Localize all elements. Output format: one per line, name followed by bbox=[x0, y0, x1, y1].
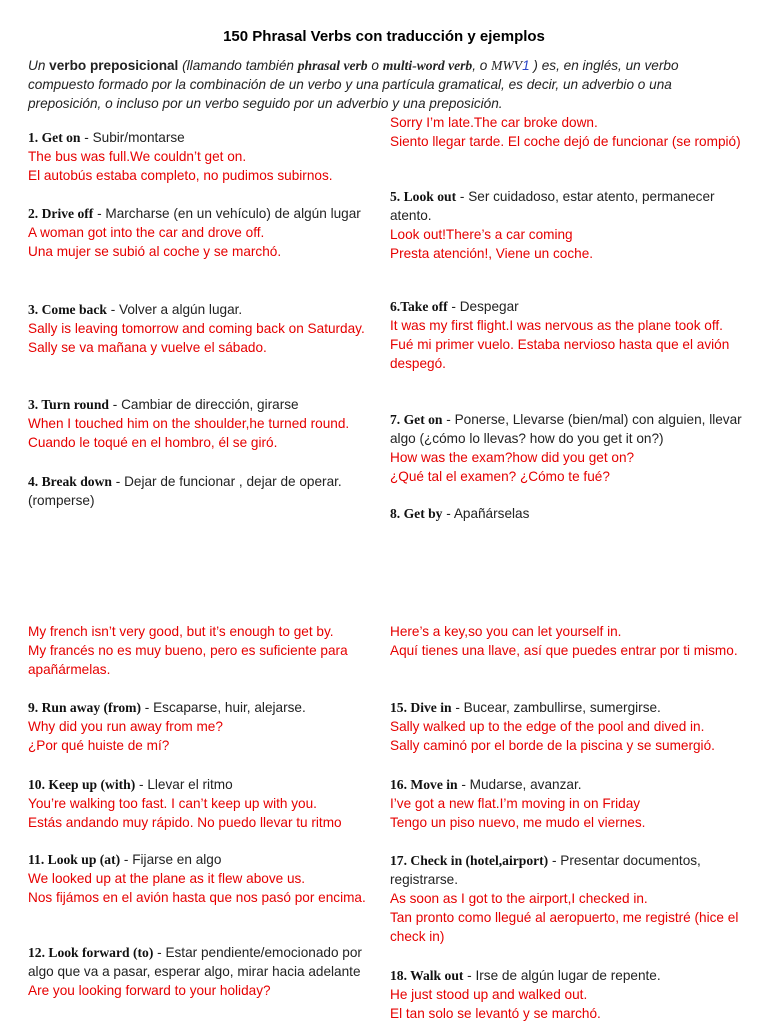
example-en: It was my first flight.I was nervous as the plane took off. bbox=[390, 318, 723, 333]
example-es: Estás andando muy rápido. No puedo llevar tu ritmo bbox=[28, 815, 342, 830]
example-en: Here’s a key,so you can let yourself in. bbox=[390, 624, 622, 639]
example-es: El tan solo se levantó y se marchó. bbox=[390, 1006, 601, 1021]
phrasal-verb: 16. Move in bbox=[390, 777, 458, 792]
footnote-link[interactable]: 1 bbox=[522, 58, 530, 73]
example-en: Sally is leaving tomorrow and coming back on Saturday. bbox=[28, 321, 365, 336]
example-es: Siento llegar tarde. El coche dejó de funcionar (se rompió) bbox=[390, 134, 741, 149]
list-item bbox=[390, 775, 744, 832]
list-item bbox=[390, 410, 744, 486]
example-en: When I touched him on the shoulder,he turned round. bbox=[28, 416, 350, 431]
example-es: El autobús estaba completo, no pudimos subirnos. bbox=[28, 168, 333, 183]
list-item bbox=[390, 966, 744, 1023]
definition: - Fijarse en algo bbox=[120, 852, 222, 867]
definition: - Volver a algún lugar. bbox=[106, 302, 243, 317]
phrasal-verb: 1. Get on bbox=[28, 130, 81, 145]
definition: - Cambiar de dirección, girarse bbox=[108, 397, 299, 412]
intro-text: , o bbox=[472, 58, 492, 73]
example-en: How was the exam?how did you get on? bbox=[390, 450, 635, 465]
intro-term: phrasal verb bbox=[297, 58, 368, 73]
intro-term: MWV bbox=[491, 58, 523, 73]
example-es: Presta atención!, Viene un coche. bbox=[390, 246, 594, 261]
definition: - Ponerse, Llevarse (bien/mal) con alguien, llevar algo (¿cómo lo llevas? how do you get it on?) bbox=[390, 412, 742, 446]
example-en: As soon as I got to the airport,I checked in. bbox=[390, 891, 648, 906]
phrasal-verb: 2. Drive off bbox=[28, 206, 94, 221]
definition: - Dejar de funcionar , dejar de operar. (romperse) bbox=[28, 474, 342, 508]
example-en: A woman got into the car and drove off. bbox=[28, 225, 265, 240]
phrasal-verb: 15. Dive in bbox=[390, 700, 452, 715]
page-title: 150 Phrasal Verbs con traducción y ejemplos bbox=[223, 28, 545, 45]
definition: - Llevar el ritmo bbox=[135, 777, 233, 792]
phrasal-verb: 11. Look up (at) bbox=[28, 852, 121, 867]
list-item bbox=[28, 698, 378, 755]
list-item bbox=[28, 395, 378, 452]
list-item bbox=[28, 622, 378, 679]
example-es: ¿Por qué huiste de mí? bbox=[28, 738, 170, 753]
example-es: Sally caminó por el borde de la piscina y se sumergió. bbox=[390, 738, 715, 753]
example-en: The bus was full.We couldn’t get on. bbox=[28, 149, 247, 164]
intro-paragraph bbox=[28, 56, 744, 113]
intro-text: o bbox=[367, 58, 383, 73]
example-en: He just stood up and walked out. bbox=[390, 987, 588, 1002]
list-item bbox=[28, 775, 378, 832]
example-es: Una mujer se subió al coche y se marchó. bbox=[28, 244, 282, 259]
example-en: Are you looking forward to your holiday? bbox=[28, 983, 271, 998]
example-es: My francés no es muy bueno, pero es suficiente para apañármelas. bbox=[28, 643, 348, 677]
list-item bbox=[390, 187, 744, 263]
example-en: Look out!There’s a car coming bbox=[390, 227, 573, 242]
phrasal-verb: 7. Get on bbox=[390, 412, 443, 427]
phrasal-verb: 4. Break down bbox=[28, 474, 112, 489]
intro-text: ) es, en inglés, un verbo compuesto formado por la combinación de un verbo y una partícula gramatical, es decir, un adverbio o una preposición, o incluso por un verbo seguido por un adverbio y una preposición. bbox=[28, 58, 679, 111]
definition: - Estar pendiente/emocionado por algo que va a pasar, esperar algo, mirar hacia adelante bbox=[28, 945, 362, 979]
list-item bbox=[28, 943, 378, 1000]
list-item bbox=[28, 300, 378, 357]
definition: - Ser cuidadoso, estar atento, permanecer atento. bbox=[390, 189, 715, 223]
list-item bbox=[28, 472, 378, 510]
example-es: Fué mi primer vuelo. Estaba nervioso hasta que el avión despegó. bbox=[390, 337, 730, 371]
intro-text: Un bbox=[28, 58, 50, 73]
list-item bbox=[28, 128, 378, 185]
example-es: Tengo un piso nuevo, me mudo el viernes. bbox=[390, 815, 646, 830]
example-es: Nos fijámos en el avión hasta que nos pasó por encima. bbox=[28, 890, 366, 905]
list-item bbox=[390, 504, 744, 523]
definition: - Apañárselas bbox=[442, 506, 530, 521]
definition: - Bucear, zambullirse, sumergirse. bbox=[451, 700, 661, 715]
list-item bbox=[390, 622, 744, 660]
definition: - Subir/montarse bbox=[80, 130, 185, 145]
example-es: Tan pronto como llegué al aeropuerto, me registré (hice el check in) bbox=[390, 910, 739, 944]
phrasal-verb: 6.Take off bbox=[390, 299, 448, 314]
definition: - Irse de algún lugar de repente. bbox=[463, 968, 661, 983]
list-item bbox=[28, 850, 378, 907]
intro-term: multi-word verb bbox=[382, 58, 473, 73]
example-en: Sally walked up to the edge of the pool and dived in. bbox=[390, 719, 705, 734]
example-en: I’ve got a new flat.I’m moving in on Friday bbox=[390, 796, 641, 811]
intro-text: (llamando también bbox=[178, 58, 298, 73]
definition: - Presentar documentos, registrarse. bbox=[390, 853, 701, 887]
phrasal-verb: 3. Turn round bbox=[28, 397, 109, 412]
phrasal-verb: 12. Look forward (to) bbox=[28, 945, 154, 960]
phrasal-verb: 17. Check in (hotel,airport) bbox=[390, 853, 549, 868]
list-item bbox=[390, 698, 744, 755]
example-es: Cuando le toqué en el hombro, él se giró. bbox=[28, 435, 278, 450]
example-es: Aquí tienes una llave, así que puedes entrar por ti mismo. bbox=[390, 643, 738, 658]
phrasal-verb: 10. Keep up (with) bbox=[28, 777, 136, 792]
list-item bbox=[390, 113, 744, 151]
example-es: Sally se va mañana y vuelve el sábado. bbox=[28, 340, 267, 355]
definition: - Mudarse, avanzar. bbox=[457, 777, 582, 792]
definition: - Marcharse (en un vehículo) de algún lugar bbox=[93, 206, 361, 221]
phrasal-verb: 3. Come back bbox=[28, 302, 107, 317]
example-en: We looked up at the plane as it flew above us. bbox=[28, 871, 306, 886]
example-en: You’re walking too fast. I can’t keep up with you. bbox=[28, 796, 317, 811]
phrasal-verb: 5. Look out bbox=[390, 189, 457, 204]
phrasal-verb: 8. Get by bbox=[390, 506, 443, 521]
example-en: My french isn’t very good, but it’s enough to get by. bbox=[28, 624, 334, 639]
list-item bbox=[390, 297, 744, 373]
phrasal-verb: 9. Run away (from) bbox=[28, 700, 142, 715]
example-es: ¿Qué tal el examen? ¿Cómo te fué? bbox=[390, 469, 610, 484]
example-en: Sorry I’m late.The car broke down. bbox=[390, 115, 598, 130]
list-item bbox=[28, 204, 378, 261]
intro-term: verbo preposicional bbox=[49, 58, 179, 73]
example-en: Why did you run away from me? bbox=[28, 719, 223, 734]
definition: - Despegar bbox=[447, 299, 519, 314]
list-item bbox=[390, 851, 744, 946]
phrasal-verb: 18. Walk out bbox=[390, 968, 464, 983]
definition: - Escaparse, huir, alejarse. bbox=[141, 700, 306, 715]
